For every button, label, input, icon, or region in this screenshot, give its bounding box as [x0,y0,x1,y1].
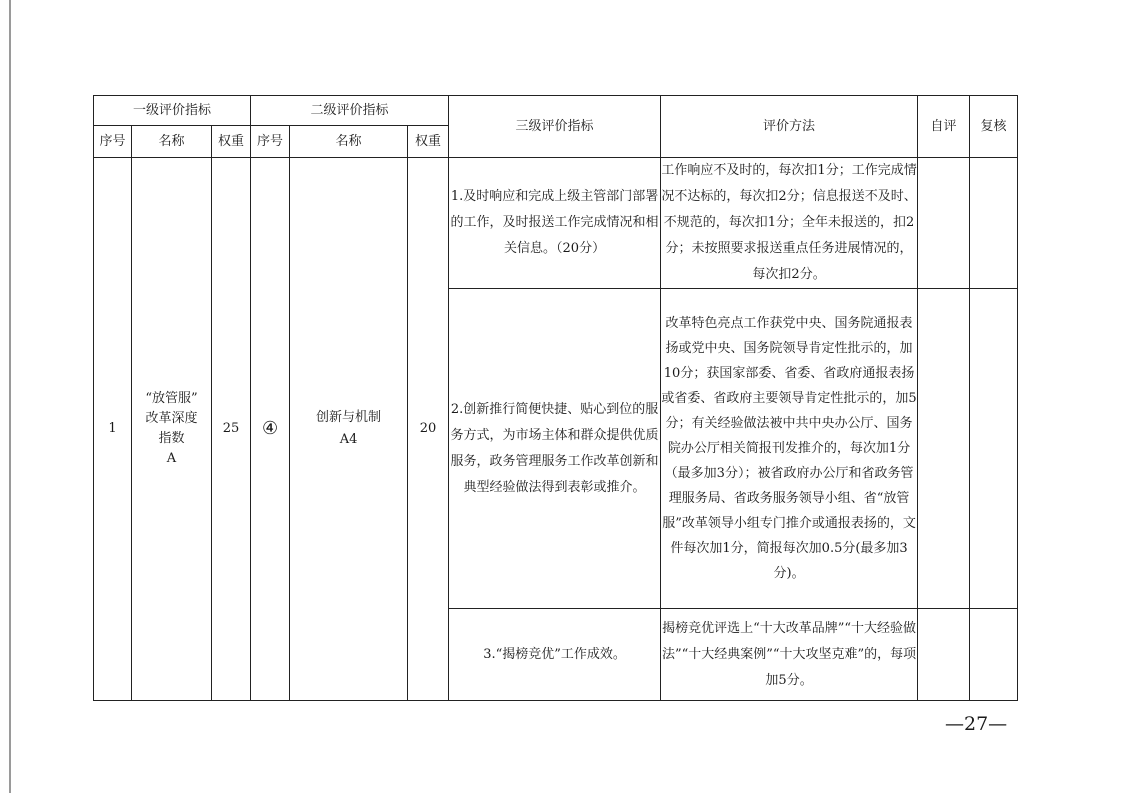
level1-seq: 1 [94,158,132,701]
header-level2-weight: 权重 [408,126,449,158]
header-level1-seq: 序号 [94,126,132,158]
self-eval-cell [918,609,970,701]
level2-weight: 20 [408,158,449,701]
indicator-cell: 1.及时响应和完成上级主管部门部署的工作，及时报送工作完成情况和相关信息。（20分） [449,158,661,289]
level2-seq: ④ [251,158,290,701]
method-cell: 改革特色亮点工作获党中央、国务院通报表扬或党中央、国务院领导肯定性批示的，加10分；获国家部委、省委、省政府通报表扬或省委、省政府主要领导肯定性批示的，加5分；有关经验做法被中共中央办公厅、国务院办公厅相关简报刊发推介的，每次加1分（最多加3分）；被省政府办公厅和省政务管理服务局、省政务服务领导小组、省“放管服”改革领导小组专门推介或通报表扬的，文件每次加1分，简报每次加0.5分(最多加3分)。 [661,289,918,609]
review-cell [970,609,1018,701]
review-cell [970,289,1018,609]
method-cell: 揭榜竞优评选上“十大改革品牌”“十大经验做法”“十大经典案例”“十大攻坚克难”的，每项加5分。 [661,609,918,701]
method-cell: 工作响应不及时的，每次扣1分；工作完成情况不达标的，每次扣2分；信息报送不及时、不规范的，每次扣1分；全年未报送的，扣2分；未按照要求报送重点任务进展情况的，每次扣2分。 [661,158,918,289]
header-self-eval: 自评 [918,96,970,158]
page-number: —27— [945,713,1008,735]
header-level2-name: 名称 [290,126,408,158]
review-cell [970,158,1018,289]
level2-name: 创新与机制 A4 [290,158,408,701]
header-level1: 一级评价指标 [94,96,251,126]
self-eval-cell [918,289,970,609]
header-level2: 二级评价指标 [251,96,449,126]
scan-edge-line [9,0,11,793]
level1-weight: 25 [212,158,251,701]
header-level3: 三级评价指标 [449,96,661,158]
self-eval-cell [918,158,970,289]
indicator-cell: 2.创新推行简便快捷、贴心到位的服务方式，为市场主体和群众提供优质服务，政务管理服务工作改革创新和典型经验做法得到表彰或推介。 [449,289,661,609]
evaluation-table [93,95,1018,701]
header-review: 复核 [970,96,1018,158]
indicator-cell: 3.“揭榜竞优”工作成效。 [449,609,661,701]
header-method: 评价方法 [661,96,918,158]
level1-name: “放管服” 改革深度 指数 A [132,158,212,701]
header-level1-weight: 权重 [212,126,251,158]
header-level1-name: 名称 [132,126,212,158]
header-level2-seq: 序号 [251,126,290,158]
